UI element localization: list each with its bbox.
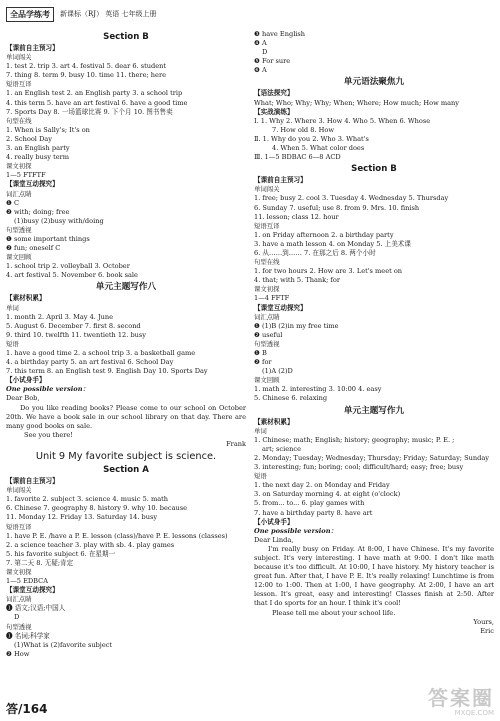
text-line: ❶ B: [254, 349, 267, 357]
text-line: ❶ (1)B (2)in my free time: [254, 321, 339, 330]
signature-line: Eric: [480, 626, 494, 635]
essay-paragraph: I'm really busy on Friday. At 8:00, I have Chinese. It's my favorite subject. It's very interesting. I have math at 9:00. I don't like math because it's too difficult. At 10:00, I have history. My history teacher is great fun. After that, I have P. E. It's really relaxing! Lunchtime is from 12:00 to 1:00. Then at 1:00, I have geography. At 2:00, I have an art lesson. It's great, easy and interesting! Classes finish at 2:50. After that I do sports for an hour. I think it's cool!: [254, 544, 494, 608]
section-tag: 【语法探究】: [254, 89, 294, 98]
text-line: ❷ How: [6, 649, 30, 658]
text-line: 9. third 10. twelfth 11. twentieth 12. busy: [6, 330, 147, 339]
section-title: 单元语法聚焦九: [343, 77, 405, 88]
subsection-label: 词汇点睛: [6, 595, 32, 604]
text-line: ❶ some important things: [6, 234, 90, 243]
text-line: 4. this term 5. have an art festival 6. have a good time: [6, 98, 188, 107]
text-line: ❶ C: [6, 198, 20, 207]
text-line: 6. Chinese 7. geography 8. history 9. why 10. because: [6, 504, 188, 513]
watermark-url: MXQE.COM: [454, 709, 494, 717]
subsection-label: 课文初探: [6, 162, 32, 171]
subsection-label: 句型在线: [254, 258, 280, 267]
text-line: 1. the next day 2. on Monday and Friday: [254, 481, 390, 490]
right-column: [254, 30, 494, 636]
section-tag: 【课前自主预习】: [6, 477, 59, 486]
text-line: 1. for two hours 2. How are 3. Let's meet on: [254, 267, 403, 276]
page-header: [6, 6, 157, 22]
essay-paragraph: Do you like reading books? Please come to our school on October 20th. We have a book sale in our school library on that day. There are many good books on sale.: [6, 403, 246, 430]
text-line: Dear Bob,: [6, 394, 40, 403]
text-line: What; Who; Why; Why; When; Where; How much; How many: [254, 98, 459, 107]
text-line: 1. favorite 2. subject 3. science 4. music 5. math: [6, 495, 169, 504]
page-number: 答/164: [6, 702, 48, 716]
watermark-logo: [428, 687, 494, 717]
text-line: 3. have a math lesson 4. on Monday 5. 上美术课: [254, 239, 411, 248]
text-line: ❺ For sure: [254, 57, 291, 66]
text-line: 1. on Friday afternoon 2. a birthday party: [254, 230, 394, 239]
text-line: 1—5 EDBCA: [6, 577, 48, 586]
text-line: 1. Chinese; math; English; history; geography; music; P. E. ;: [254, 435, 455, 444]
text-line: ❹ A: [254, 39, 267, 48]
text-line: ❻ A: [254, 66, 267, 75]
subsection-label: 课文初探: [254, 285, 280, 294]
text-line: art; science: [262, 444, 301, 453]
text-line: 1. have P. E. /have a P. E. lesson (class)/have P. E. lessons (classes): [6, 531, 228, 540]
text-line: 5. from... to... 6. play games with: [254, 499, 365, 508]
text-line: 7. How old 8. How: [272, 125, 334, 134]
text-line: 4. art festival 5. November 6. book sale: [6, 271, 138, 280]
text-line: 4. a birthday party 5. an art festival 6. School Day: [6, 358, 174, 367]
subsection-label: 句型在线: [6, 116, 32, 125]
text-line: (1)busy (2)busy with/doing: [14, 216, 104, 225]
subsection-label: 短语: [6, 339, 19, 348]
text-line: ❷ fun; oneself C: [6, 244, 61, 253]
left-column: [6, 30, 246, 659]
section-tag: 【课堂互动探究】: [6, 180, 59, 189]
subsection-label: 词汇点睛: [6, 189, 32, 198]
section-title: Section A: [103, 465, 149, 476]
text-line: (1)A (2)D: [262, 367, 293, 376]
section-tag: 【课堂互动探究】: [254, 303, 307, 312]
section-tag: 【小试身手】: [254, 517, 294, 526]
section-title: 单元主题写作八: [95, 282, 157, 293]
subsection-label: 单词闯关: [6, 486, 32, 495]
subsection-label: 单词闯关: [6, 53, 32, 62]
section-title: Unit 9 My favorite subject is science.: [35, 451, 217, 463]
subsection-label: 句型透视: [254, 339, 280, 348]
subsection-label: 短语互译: [6, 80, 32, 89]
subsection-label: 课文初探: [6, 567, 32, 576]
text-line: Ⅱ. 1. Why do you 2. Who 3. What's: [254, 134, 369, 143]
text-line: 6. 从……到…… 7. 在那之后 8. 两个小时: [254, 248, 376, 257]
text-line: ❶ 名词;科学家: [6, 631, 50, 640]
text-line: D: [262, 48, 268, 57]
subsection-label: 课文回顾: [6, 253, 32, 262]
text-line: 2. Monday; Tuesday; Wednesday; Thursday; Friday; Saturday; Sunday: [254, 453, 489, 462]
text-line: 5. August 6. December 7. first 8. second: [6, 321, 141, 330]
text-line: Please tell me about your school life.: [272, 608, 396, 617]
subsection-label: 短语互译: [254, 221, 280, 230]
version-label: One possible version：: [254, 526, 338, 535]
subsection-label: 课文回顾: [254, 376, 280, 385]
subsection-label: 句型透视: [6, 622, 32, 631]
text-line: 11. Monday 12. Friday 13. Saturday 14. busy: [6, 513, 158, 522]
text-line: Ⅲ. 1—5 BDBAC 6—8 ACD: [254, 153, 341, 162]
text-line: 7. have a birthday party 8. have art: [254, 508, 373, 517]
text-line: 1. test 2. trip 3. art 4. festival 5. dear 6. student: [6, 62, 167, 71]
text-line: 5. Chinese 6. relaxing: [254, 394, 328, 403]
subsection-label: 句型透视: [6, 225, 32, 234]
section-tag: 【素材积累】: [6, 294, 46, 303]
signature-line: Yours,: [473, 617, 494, 626]
subsection-label: 单词闯关: [254, 185, 280, 194]
section-tag: 【课前自主预习】: [6, 44, 59, 52]
text-line: 6. Sunday 7. useful; use 8. from 9. Mrs. 10. finish: [254, 203, 420, 212]
brand-label: 全品学练考: [6, 7, 54, 22]
text-line: 7. 第二天 8. 无疑;肯定: [6, 558, 74, 567]
signature-line: Frank: [226, 439, 246, 448]
subsection-label: 单词: [254, 426, 267, 435]
text-line: ❶ 语文;汉语;中国人: [6, 604, 66, 613]
text-line: 1. math 2. interesting 3. 10:00 4. easy: [254, 385, 382, 394]
text-line: 1. an English test 2. an English party 3. a school trip: [6, 89, 183, 98]
text-line: 7. Sports Day 8. 一场篮球比赛 9. 下个月 10. 图书售卖: [6, 107, 173, 116]
text-line: 7. this term 8. an English test 9. English Day 10. Sports Day: [6, 367, 208, 376]
text-line: ❸ have English: [254, 30, 306, 38]
version-label: One possible version：: [6, 385, 90, 394]
section-tag: 【课堂互动探究】: [6, 586, 59, 595]
text-line: 4. When 5. What color does: [272, 144, 365, 153]
text-line: 1. When is Sally's; It's on: [6, 125, 90, 134]
text-line: 1—5 FTFTF: [6, 171, 46, 180]
text-line: 11. lesson; class 12. hour: [254, 212, 339, 221]
text-line: D: [14, 613, 20, 622]
text-line: 3. an English party: [6, 144, 70, 153]
text-line: 4. really busy term: [6, 153, 70, 162]
text-line: 1. free; busy 2. cool 3. Tuesday 4. Wednesday 5. Thursday: [254, 194, 449, 203]
section-tag: 【素材积累】: [254, 417, 294, 426]
section-title: Section B: [103, 32, 149, 42]
section-tag: 【课前自主预习】: [254, 176, 307, 185]
text-line: ❷ for: [254, 358, 272, 367]
section-title: Section B: [351, 164, 397, 175]
section-title: 单元主题写作九: [343, 405, 405, 416]
text-line: 1. have a good time 2. a school trip 3. a basketball game: [6, 349, 196, 357]
text-line: 4. that; with 5. Thank; for: [254, 276, 341, 285]
section-tag: 【实战演练】: [254, 107, 294, 116]
subsection-label: 单词: [6, 303, 19, 312]
text-line: 2. School Day: [6, 134, 52, 143]
text-line: 2. a science teacher 3. play with sb. 4. play games: [6, 540, 175, 549]
subsection-label: 短语互译: [6, 522, 32, 531]
text-line: See you there!: [24, 430, 73, 439]
text-line: 5. his favorite subject 6. 在星期一: [6, 549, 116, 558]
text-line: 3. interesting; fun; boring; cool; difficult/hard; easy; free; busy: [254, 463, 464, 472]
text-line: 7. thing 8. term 9. busy 10. time 11. there; here: [6, 71, 167, 80]
text-line: ❷ useful: [254, 330, 283, 339]
text-line: (1)What is (2)favorite subject: [14, 640, 113, 649]
text-line: 1—4 FFTF: [254, 294, 290, 303]
watermark-text: 答案圈: [428, 686, 494, 710]
text-line: Ⅰ. 1. Why 2. Where 3. How 4. Who 5. When 6. Whose: [254, 116, 431, 125]
text-line: Dear Linda,: [254, 535, 294, 544]
text-line: 1. school trip 2. volleyball 3. October: [6, 262, 130, 271]
section-tag: 【小试身手】: [6, 376, 46, 385]
book-meta: 新课标（RJ） 英语 七年级上册: [60, 10, 157, 18]
text-line: ❷ with; doing; free: [6, 207, 70, 216]
subsection-label: 词汇点睛: [254, 312, 280, 321]
text-line: 3. on Saturday morning 4. at eight (o'clock): [254, 490, 401, 499]
text-line: 1. month 2. April 3. May 4. June: [6, 312, 114, 321]
subsection-label: 短语: [254, 472, 267, 481]
